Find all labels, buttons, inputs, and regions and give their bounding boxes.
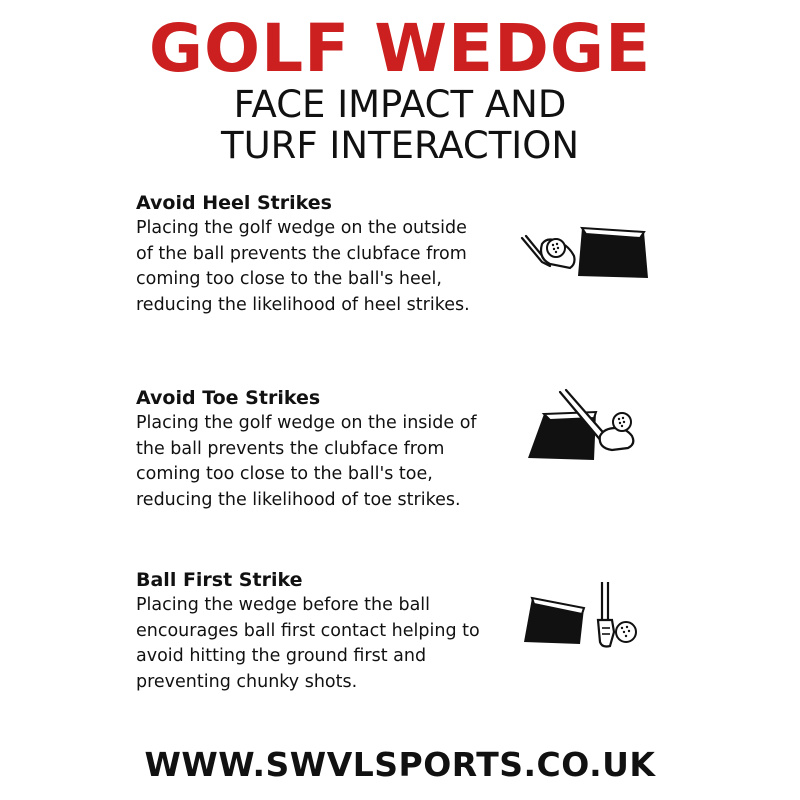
website-url: WWW.SWVLSPORTS.CO.UK [144, 745, 656, 784]
section-heading: Avoid Heel Strikes [136, 192, 332, 214]
section-body: Placing the golf wedge on the outside of the ball prevents the clubface from coming too close to the ball's heel, reducing the likelihood of heel strikes. [136, 218, 470, 315]
section-avoid-toe-strikes [136, 385, 516, 513]
wedge-block-heel-icon [520, 218, 650, 286]
wedge-block-ball-first-icon [520, 580, 648, 652]
section-heading: Avoid Toe Strikes [136, 387, 321, 409]
wedge-block-toe-icon [524, 388, 644, 462]
page-subtitle-line-2: TURF INTERACTION [220, 124, 580, 167]
section-body: Placing the golf wedge on the inside of the ball prevents the clubface from coming too close to the ball's toe, reducing the likelihood of toe strikes. [136, 413, 477, 510]
section-avoid-heel-strikes [136, 190, 516, 318]
section-body: Placing the wedge before the ball encourages ball first contact helping to avoid hitting the ground first and preventing chunky shots. [136, 595, 480, 692]
page-title: GOLF WEDGE [148, 10, 652, 87]
section-heading: Ball First Strike [136, 569, 303, 591]
section-ball-first-strike [136, 567, 516, 695]
page-subtitle-line-1: FACE IMPACT AND [233, 83, 567, 126]
